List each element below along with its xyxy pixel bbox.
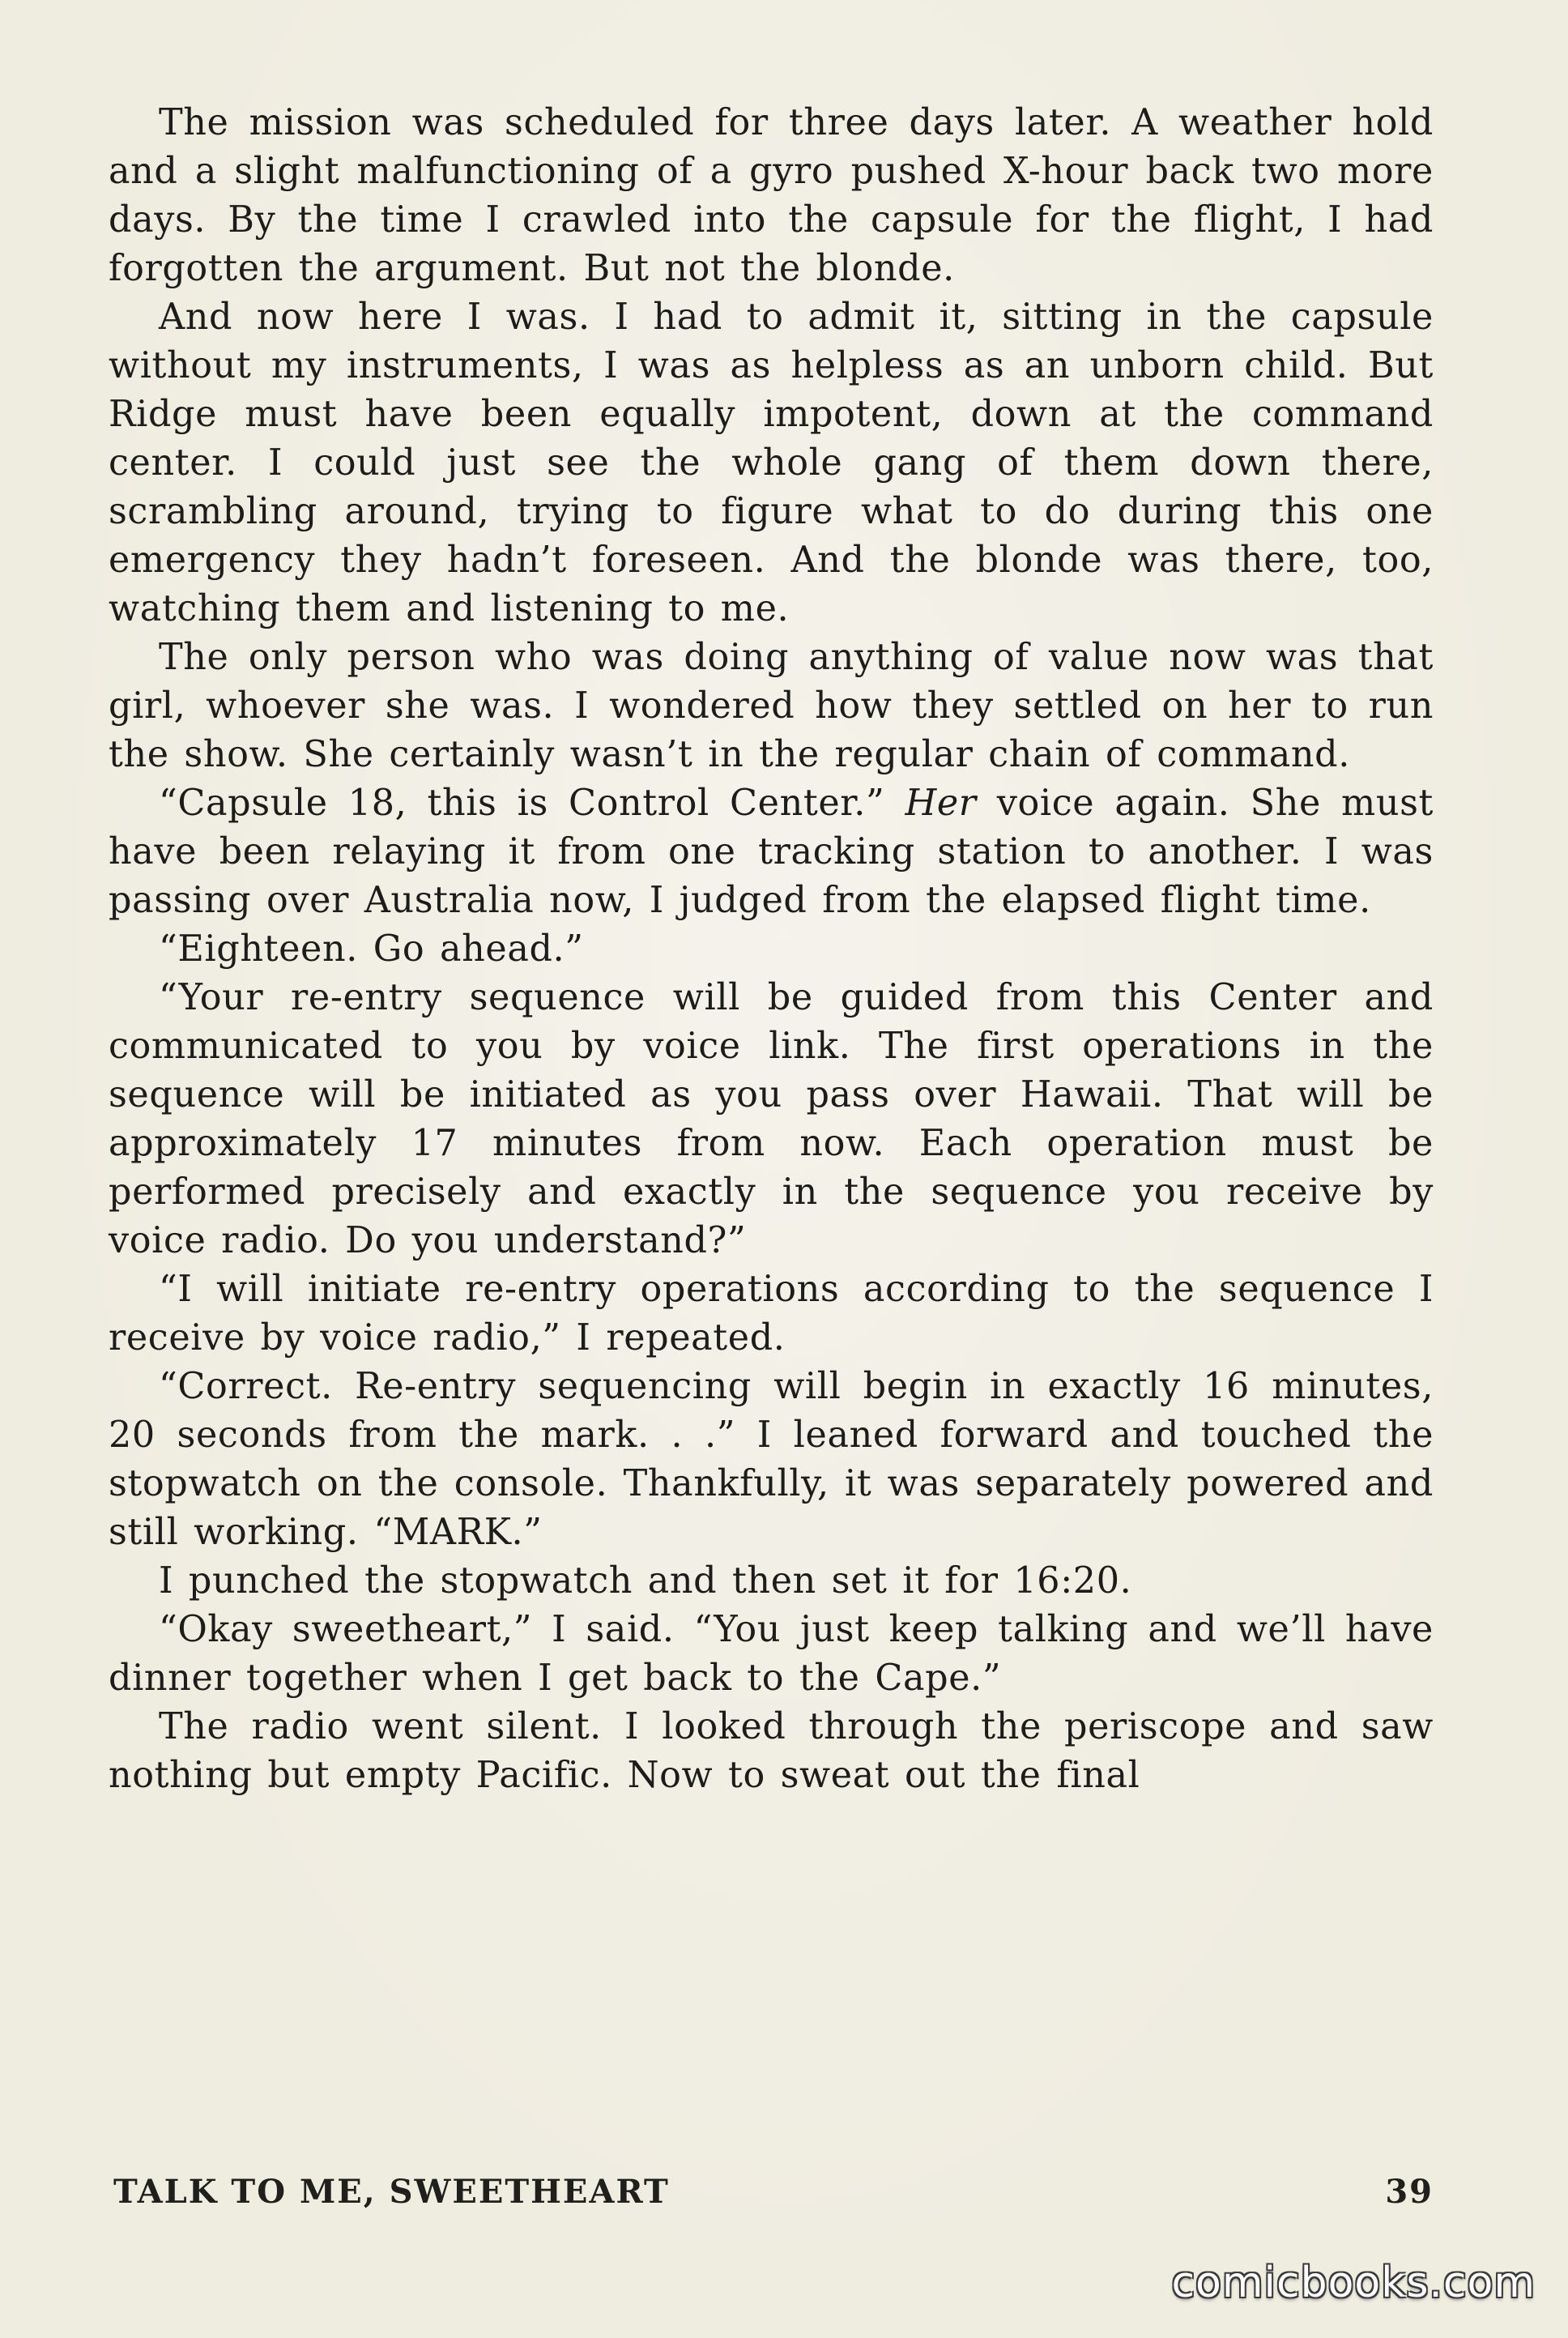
paragraph-6: “Your re-entry sequence will be guided from this Center and communicated to you by voice link. The first operations in the sequence will be initiated as you pass over Hawaii. That will be approximately 17 minutes from now. Each operation must be performed precisely and exactly in the sequence you receive by voice radio. Do you understand?” <box>109 977 1434 1261</box>
paragraph-3: The only person who was doing anything of value now was that girl, whoever she was. I wondered how they settled on her to run the show. She certainly wasn’t in the regular chain of command. <box>109 637 1434 775</box>
paragraph-11: The radio went silent. I looked through the periscope and saw nothing but empty Pacific. Now to sweat out the final <box>109 1706 1434 1796</box>
paragraph-4-before: “Capsule 18, this is Control Center.” <box>159 783 905 824</box>
paragraph-9: I punched the stopwatch and then set it for 16:20. <box>159 1560 1132 1602</box>
paragraph-8: “Correct. Re-entry sequencing will begin in exactly 16 minutes, 20 seconds from the mark. . .” I leaned forward and touched the stopwatch on the console. Thankfully, it was separately powered and still working. “MARK.” <box>109 1366 1434 1553</box>
paragraph-1: The mission was scheduled for three days later. A weather hold and a slight malfunctioning of a gyro pushed X-hour back two more days. By the time I crawled into the capsule for the flight, I had forgotten the argument. But not the blonde. <box>109 102 1434 289</box>
running-title: TALK TO ME, SWEETHEART <box>113 2172 670 2211</box>
paragraph-4 <box>109 779 1434 925</box>
paragraph-5: “Eighteen. Go ahead.” <box>159 928 584 970</box>
paragraph-4-italic: Her <box>905 783 977 824</box>
paragraph-7: “I will initiate re-entry operations according to the sequence I receive by voice radio,” I repeated. <box>109 1269 1434 1359</box>
paragraph-2: And now here I was. I had to admit it, sitting in the capsule without my instruments, I was as helpless as an unborn child. But Ridge must have been equally impotent, down at the command center. I could just see the whole gang of them down there, scrambling around, trying to figure what to do during this one emergency they hadn’t foreseen. And the blonde was there, too, watching them and listening to me. <box>109 297 1434 629</box>
paragraph-4-after: voice again. She must have been relaying it from one tracking station to another. I was passing over Australia now, I judged from the elapsed flight time. <box>109 783 1434 921</box>
paragraph-10: “Okay sweetheart,” I said. “You just keep talking and we’ll have dinner together when I get back to the Cape.” <box>109 1609 1434 1699</box>
site-watermark: comicbooks.com <box>1171 2259 1536 2307</box>
page-footer <box>113 2171 1434 2212</box>
story-text <box>109 99 1434 1800</box>
page-number: 39 <box>1385 2172 1434 2211</box>
